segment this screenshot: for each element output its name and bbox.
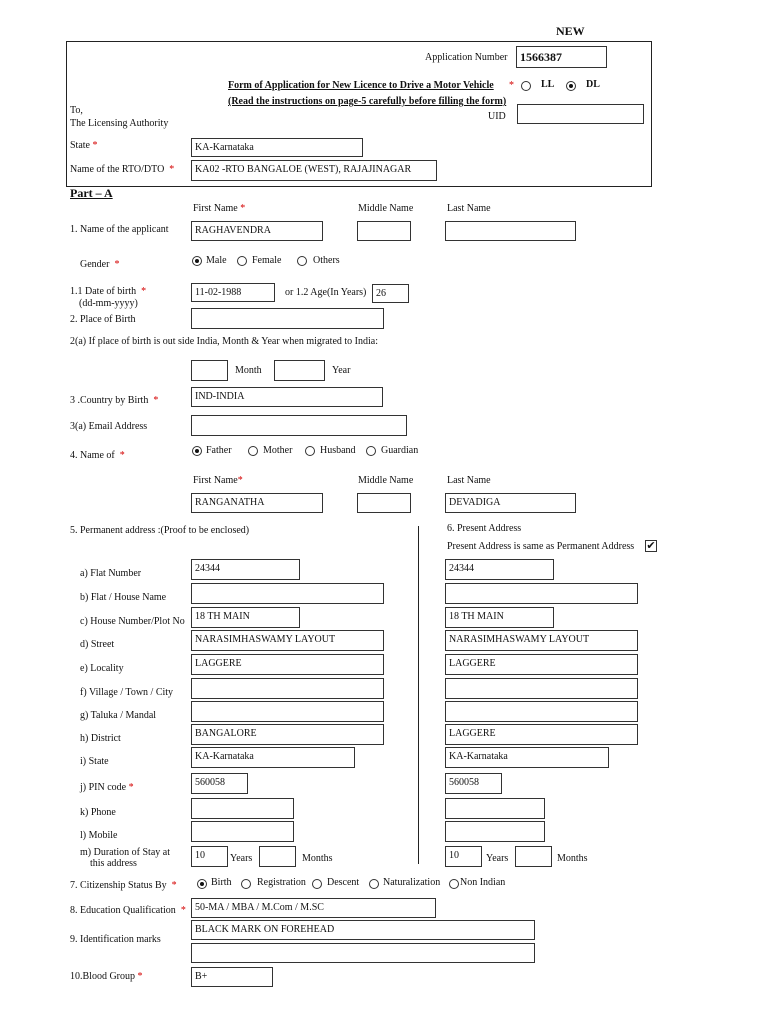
gender-female-label: Female (252, 255, 282, 266)
dl-radio[interactable] (566, 81, 576, 91)
permanent-address-input[interactable]: 24344 (191, 559, 300, 580)
required-marker: * (240, 203, 246, 214)
relation-husband-label: Husband (320, 445, 356, 456)
required-marker: * (114, 259, 120, 270)
pres-stay-years-input[interactable]: 10 (445, 846, 482, 867)
migration-label: 2(a) If place of birth is out side India, Month & Year when migrated to India: (70, 336, 378, 347)
last-name-label: Last Name (447, 203, 491, 214)
education-label-text: 8. Education Qualification (70, 905, 176, 916)
age-input[interactable]: 26 (372, 284, 409, 303)
permanent-address-input[interactable] (191, 821, 294, 842)
new-label: NEW (556, 24, 585, 38)
required-marker: * (141, 286, 147, 297)
permanent-address-input[interactable] (191, 583, 384, 604)
present-address-input[interactable]: KA-Karnataka (445, 747, 609, 768)
present-address-input[interactable]: LAGGERE (445, 724, 638, 745)
permanent-address-input[interactable]: KA-Karnataka (191, 747, 355, 768)
form-subtitle: (Read the instructions on page-5 carefully before filling the form) (228, 96, 507, 107)
uid-label: UID (488, 111, 506, 122)
citizenship-naturalization-label: Naturalization (383, 877, 441, 888)
country-of-birth-select[interactable]: IND-INDIA (191, 387, 383, 407)
citizenship-descent-radio[interactable] (312, 879, 322, 889)
present-address-input[interactable] (445, 821, 545, 842)
address-field-label (80, 568, 141, 580)
applicant-name-label: 1. Name of the applicant (70, 224, 169, 235)
present-address-input[interactable]: 24344 (445, 559, 554, 580)
dl-label: DL (586, 79, 600, 90)
place-of-birth-input[interactable] (191, 308, 384, 329)
applicant-first-name-input[interactable]: RAGHAVENDRA (191, 221, 323, 241)
required-marker: * (153, 395, 159, 406)
country-of-birth-label (70, 395, 158, 407)
gender-male-label: Male (206, 255, 227, 266)
address-field-label-text: d) Street (80, 639, 115, 650)
relative-first-name-label-text: First Name (193, 475, 238, 486)
relative-first-name-label (193, 475, 243, 487)
permanent-address-input[interactable]: 18 TH MAIN (191, 607, 300, 628)
present-address-input[interactable]: LAGGERE (445, 654, 638, 675)
address-field-label-text: l) Mobile (80, 830, 118, 841)
address-field-label (80, 710, 156, 722)
gender-others-label: Others (313, 255, 340, 266)
address-field-label (80, 733, 121, 745)
address-field-label-text: f) Village / Town / City (80, 687, 174, 698)
identification-mark-1-input[interactable]: BLACK MARK ON FOREHEAD (191, 920, 535, 940)
name-of-label-text: 4. Name of (70, 450, 115, 461)
relation-husband-radio[interactable] (305, 446, 315, 456)
pres-stay-months-input[interactable] (515, 846, 552, 867)
address-field-label-text: g) Taluka / Mandal (80, 710, 157, 721)
education-select[interactable]: 50-MA / MBA / M.Com / M.SC (191, 898, 436, 918)
first-name-label (193, 203, 245, 215)
required-marker: * (509, 80, 514, 91)
address-field-label-text: a) Flat Number (80, 568, 142, 579)
ll-radio[interactable] (521, 81, 531, 91)
rto-label-text: Name of the RTO/DTO (70, 164, 165, 175)
address-field-label-text: j) PIN code (80, 782, 127, 793)
permanent-address-input[interactable]: 560058 (191, 773, 248, 794)
relative-middle-name-input[interactable] (357, 493, 411, 513)
application-number-label: Application Number (425, 52, 508, 63)
required-marker: * (137, 971, 143, 982)
blood-group-label-text: 10.Blood Group (70, 971, 135, 982)
citizenship-registration-label: Registration (257, 877, 306, 888)
place-of-birth-label: 2. Place of Birth (70, 314, 136, 325)
address-divider (418, 526, 419, 864)
application-number-field: 1566387 (516, 46, 607, 68)
citizenship-birth-label: Birth (211, 877, 232, 888)
address-field-label-text: k) Phone (80, 807, 116, 818)
present-address-input[interactable]: NARASIMHASWAMY LAYOUT (445, 630, 638, 651)
same-address-label: Present Address is same as Permanent Address (447, 541, 635, 552)
uid-input[interactable] (517, 104, 644, 124)
relation-father-radio[interactable] (192, 446, 202, 456)
perm-months-label: Months (302, 853, 333, 864)
form-title: Form of Application for New Licence to Drive a Motor Vehicle (228, 80, 494, 91)
address-field-label (80, 663, 124, 675)
migration-month-input[interactable] (191, 360, 228, 381)
relation-guardian-radio[interactable] (366, 446, 376, 456)
blood-group-label (70, 971, 143, 983)
address-field-label (80, 616, 185, 628)
required-marker: * (180, 905, 186, 916)
applicant-last-name-input[interactable] (445, 221, 576, 241)
permanent-address-input[interactable]: NARASIMHASWAMY LAYOUT (191, 630, 384, 651)
citizenship-non-indian-radio[interactable] (449, 879, 459, 889)
dob-format-hint: (dd-mm-yyyy) (79, 298, 138, 309)
present-address-label: 6. Present Address (447, 523, 522, 534)
citizenship-label (70, 880, 177, 892)
address-field-label-text: h) District (80, 733, 121, 744)
pres-months-label: Months (557, 853, 588, 864)
relation-father-label: Father (206, 445, 232, 456)
gender-label-text: Gender (80, 259, 110, 270)
citizenship-non-indian-label: Non Indian (460, 877, 506, 888)
perm-stay-months-input[interactable] (259, 846, 296, 867)
relation-mother-label: Mother (263, 445, 293, 456)
first-name-label-text: First Name (193, 203, 238, 214)
address-field-label (80, 782, 134, 794)
month-label: Month (235, 365, 262, 376)
perm-stay-years-input[interactable]: 10 (191, 846, 228, 867)
address-field-label (80, 807, 116, 819)
migration-year-input[interactable] (274, 360, 325, 381)
gender-female-radio[interactable] (237, 256, 247, 266)
gender-others-radio[interactable] (297, 256, 307, 266)
state-label (70, 140, 98, 152)
permanent-address-input[interactable] (191, 798, 294, 819)
required-marker: * (169, 164, 175, 175)
email-label: 3(a) Email Address (70, 421, 148, 432)
name-of-label (70, 450, 125, 462)
identification-marks-label: 9. Identification marks (70, 934, 161, 945)
perm-years-label: Years (230, 853, 253, 864)
to-label: To, (70, 105, 83, 116)
address-field-label (80, 756, 109, 768)
permanent-address-input[interactable] (191, 701, 384, 722)
rto-label (70, 164, 174, 176)
dob-label (70, 286, 146, 298)
required-marker: * (237, 475, 243, 486)
relative-first-name-input[interactable]: RANGANATHA (191, 493, 323, 513)
citizenship-birth-radio[interactable] (197, 879, 207, 889)
relation-mother-radio[interactable] (248, 446, 258, 456)
middle-name-label: Middle Name (358, 203, 414, 214)
address-field-label (80, 687, 173, 699)
gender-label (80, 259, 119, 271)
licensing-authority-label: The Licensing Authority (70, 118, 169, 129)
address-field-label-text: i) State (80, 756, 109, 767)
rto-select[interactable]: KA02 -RTO BANGALOE (WEST), RAJAJINAGAR (191, 160, 437, 181)
required-marker: * (171, 880, 177, 891)
address-field-label (80, 639, 114, 651)
permanent-address-input[interactable]: LAGGERE (191, 654, 384, 675)
state-select[interactable]: KA-Karnataka (191, 138, 363, 157)
required-marker: * (128, 782, 134, 793)
age-label: or 1.2 Age(In Years) (285, 287, 367, 298)
year-label: Year (332, 365, 351, 376)
relation-guardian-label: Guardian (381, 445, 419, 456)
gender-male-radio[interactable] (192, 256, 202, 266)
permanent-address-input[interactable] (191, 678, 384, 699)
address-field-label (80, 830, 118, 842)
dob-label-text: 1.1 Date of birth (70, 286, 137, 297)
present-address-input[interactable] (445, 678, 638, 699)
stay-duration-sublabel: this address (90, 858, 137, 869)
stay-duration-label: m) Duration of Stay at (80, 847, 170, 858)
present-address-input[interactable] (445, 701, 638, 722)
pres-years-label: Years (486, 853, 509, 864)
present-address-input[interactable] (445, 798, 545, 819)
state-label-text: State (70, 140, 90, 151)
address-field-label-text: e) Locality (80, 663, 124, 674)
address-field-label (80, 592, 166, 604)
dob-input[interactable]: 11-02-1988 (191, 283, 275, 302)
citizenship-naturalization-radio[interactable] (369, 879, 379, 889)
relative-last-name-label: Last Name (447, 475, 491, 486)
citizenship-descent-label: Descent (327, 877, 360, 888)
ll-label: LL (541, 79, 555, 90)
blood-group-select[interactable]: B+ (191, 967, 273, 987)
required-marker: * (119, 450, 125, 461)
relative-middle-name-label: Middle Name (358, 475, 414, 486)
required-marker: * (92, 140, 98, 151)
address-field-label-text: c) House Number/Plot No (80, 616, 185, 627)
present-address-input[interactable]: 18 TH MAIN (445, 607, 554, 628)
same-address-checkbox[interactable]: ✔ (646, 539, 656, 552)
education-label (70, 905, 186, 917)
citizenship-label-text: 7. Citizenship Status By (70, 880, 167, 891)
permanent-address-input[interactable]: BANGALORE (191, 724, 384, 745)
identification-mark-2-input[interactable] (191, 943, 535, 963)
permanent-address-label: 5. Permanent address :(Proof to be enclosed) (70, 525, 250, 536)
relative-last-name-input[interactable]: DEVADIGA (445, 493, 576, 513)
address-field-label-text: b) Flat / House Name (80, 592, 167, 603)
present-address-input[interactable] (445, 583, 638, 604)
present-address-input[interactable]: 560058 (445, 773, 502, 794)
citizenship-registration-radio[interactable] (241, 879, 251, 889)
email-input[interactable] (191, 415, 407, 436)
country-of-birth-label-text: 3 .Country by Birth (70, 395, 149, 406)
applicant-middle-name-input[interactable] (357, 221, 411, 241)
part-a-title: Part – A (70, 186, 113, 200)
